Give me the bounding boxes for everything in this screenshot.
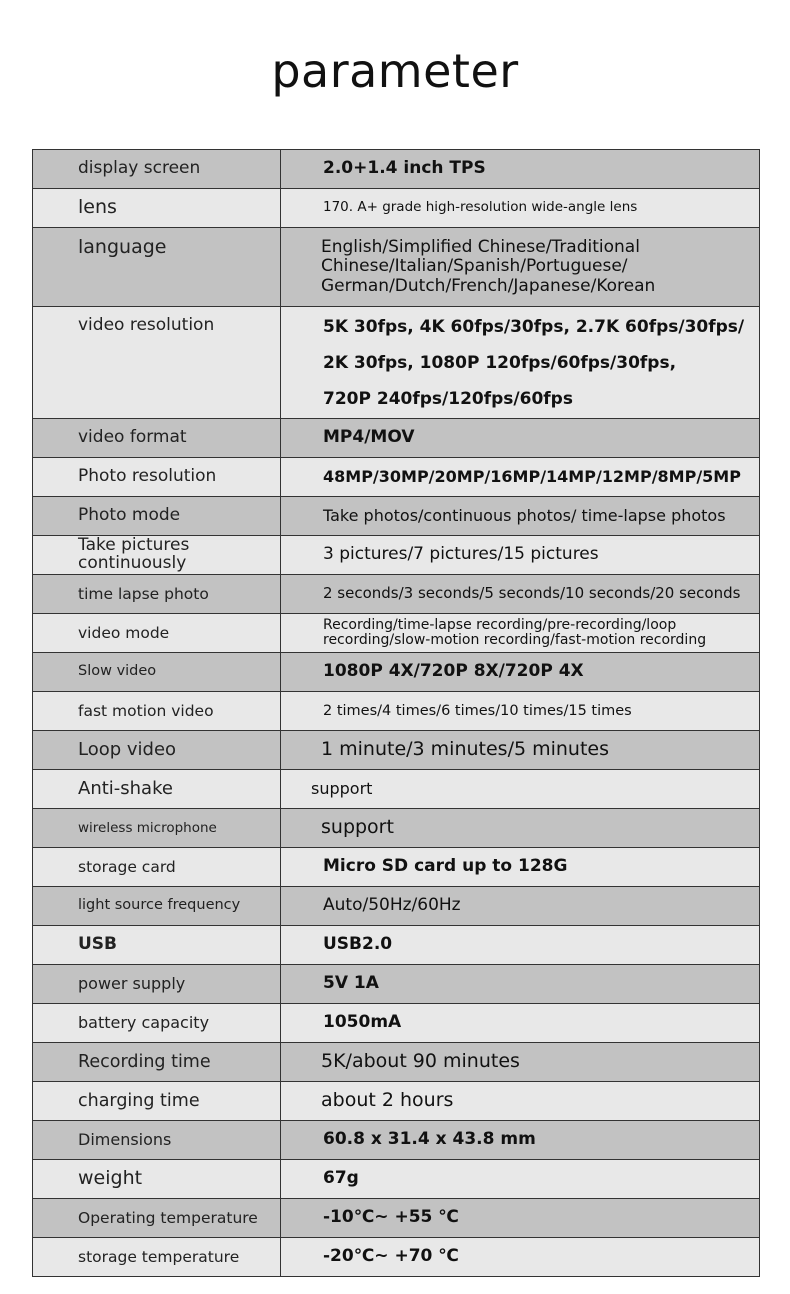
param-value: 48MP/30MP/20MP/16MP/14MP/12MP/8MP/5MP xyxy=(281,458,760,497)
param-name: Take pictures continuously xyxy=(33,536,281,575)
table-row xyxy=(33,150,760,189)
param-value: 67g xyxy=(281,1160,760,1199)
param-value: about 2 hours xyxy=(281,1082,760,1121)
param-name: battery capacity xyxy=(33,1004,281,1043)
value-line: 720P 240fps/120fps/60fps xyxy=(323,388,573,409)
param-value xyxy=(281,307,760,419)
param-name: video mode xyxy=(33,614,281,653)
table-row xyxy=(33,1082,760,1121)
param-value: 60.8 x 31.4 x 43.8 mm xyxy=(281,1121,760,1160)
table-row xyxy=(33,536,760,575)
table-row xyxy=(33,1004,760,1043)
table-row xyxy=(33,692,760,731)
param-name: video format xyxy=(33,419,281,458)
table-row xyxy=(33,497,760,536)
param-value: Auto/50Hz/60Hz xyxy=(281,887,760,926)
param-value: support xyxy=(281,770,760,809)
param-value: Micro SD card up to 128G xyxy=(281,848,760,887)
param-name: language xyxy=(33,228,281,307)
table-row xyxy=(33,965,760,1004)
param-name: Recording time xyxy=(33,1043,281,1082)
table-row xyxy=(33,419,760,458)
table-row xyxy=(33,1160,760,1199)
page-title: parameter xyxy=(271,44,519,98)
param-name: fast motion video xyxy=(33,692,281,731)
table-row xyxy=(33,228,760,307)
param-name: Loop video xyxy=(33,731,281,770)
table-row xyxy=(33,458,760,497)
param-name: time lapse photo xyxy=(33,575,281,614)
table-row xyxy=(33,1199,760,1238)
table-row xyxy=(33,575,760,614)
param-value: MP4/MOV xyxy=(281,419,760,458)
param-name: power supply xyxy=(33,965,281,1004)
table-row xyxy=(33,809,760,848)
param-value: 170. A+ grade high-resolution wide-angle lens xyxy=(281,189,760,228)
param-value: English/Simplified Chinese/Traditional Chinese/Italian/Spanish/Portuguese/ German/Dutch/French/Japanese/Korean xyxy=(281,228,760,307)
param-value: 5V 1A xyxy=(281,965,760,1004)
param-name: weight xyxy=(33,1160,281,1199)
table-row xyxy=(33,926,760,965)
param-value: 1050mA xyxy=(281,1004,760,1043)
table-row xyxy=(33,307,760,419)
param-value: USB2.0 xyxy=(281,926,760,965)
table-row xyxy=(33,887,760,926)
parameter-table xyxy=(32,149,760,1277)
table-row xyxy=(33,770,760,809)
param-value: 5K/about 90 minutes xyxy=(281,1043,760,1082)
table-row xyxy=(33,1121,760,1160)
param-name: video resolution xyxy=(33,307,281,419)
value-line: 2K 30fps, 1080P 120fps/60fps/30fps, xyxy=(323,352,677,373)
param-name: wireless microphone xyxy=(33,809,281,848)
param-name: Slow video xyxy=(33,653,281,692)
param-name: Photo mode xyxy=(33,497,281,536)
table-row xyxy=(33,653,760,692)
table-row xyxy=(33,1043,760,1082)
table-row xyxy=(33,1238,760,1277)
table-row xyxy=(33,731,760,770)
param-name: charging time xyxy=(33,1082,281,1121)
param-name: storage temperature xyxy=(33,1238,281,1277)
table-row xyxy=(33,189,760,228)
param-value: -10℃~ +55 ℃ xyxy=(281,1199,760,1238)
param-name: USB xyxy=(33,926,281,965)
param-name: light source frequency xyxy=(33,887,281,926)
param-value: 1080P 4X/720P 8X/720P 4X xyxy=(281,653,760,692)
param-value: 1 minute/3 minutes/5 minutes xyxy=(281,731,760,770)
param-name: Dimensions xyxy=(33,1121,281,1160)
param-value: support xyxy=(281,809,760,848)
param-value: 3 pictures/7 pictures/15 pictures xyxy=(281,536,760,575)
param-name: display screen xyxy=(33,150,281,189)
param-value: Take photos/continuous photos/ time-lapse photos xyxy=(281,497,760,536)
param-value: 2 seconds/3 seconds/5 seconds/10 seconds/20 seconds xyxy=(281,575,760,614)
param-value: -20℃~ +70 ℃ xyxy=(281,1238,760,1277)
table-row xyxy=(33,614,760,653)
param-name: Photo resolution xyxy=(33,458,281,497)
param-name: Operating temperature xyxy=(33,1199,281,1238)
param-value: 2.0+1.4 inch TPS xyxy=(281,150,760,189)
param-value: Recording/time-lapse recording/pre-recording/loop recording/slow-motion recording/fast-motion recording xyxy=(281,614,760,653)
param-value: 2 times/4 times/6 times/10 times/15 times xyxy=(281,692,760,731)
param-name: storage card xyxy=(33,848,281,887)
value-line: 5K 30fps, 4K 60fps/30fps, 2.7K 60fps/30fps/ xyxy=(323,316,745,337)
param-name: lens xyxy=(33,189,281,228)
param-name: Anti-shake xyxy=(33,770,281,809)
table-row xyxy=(33,848,760,887)
